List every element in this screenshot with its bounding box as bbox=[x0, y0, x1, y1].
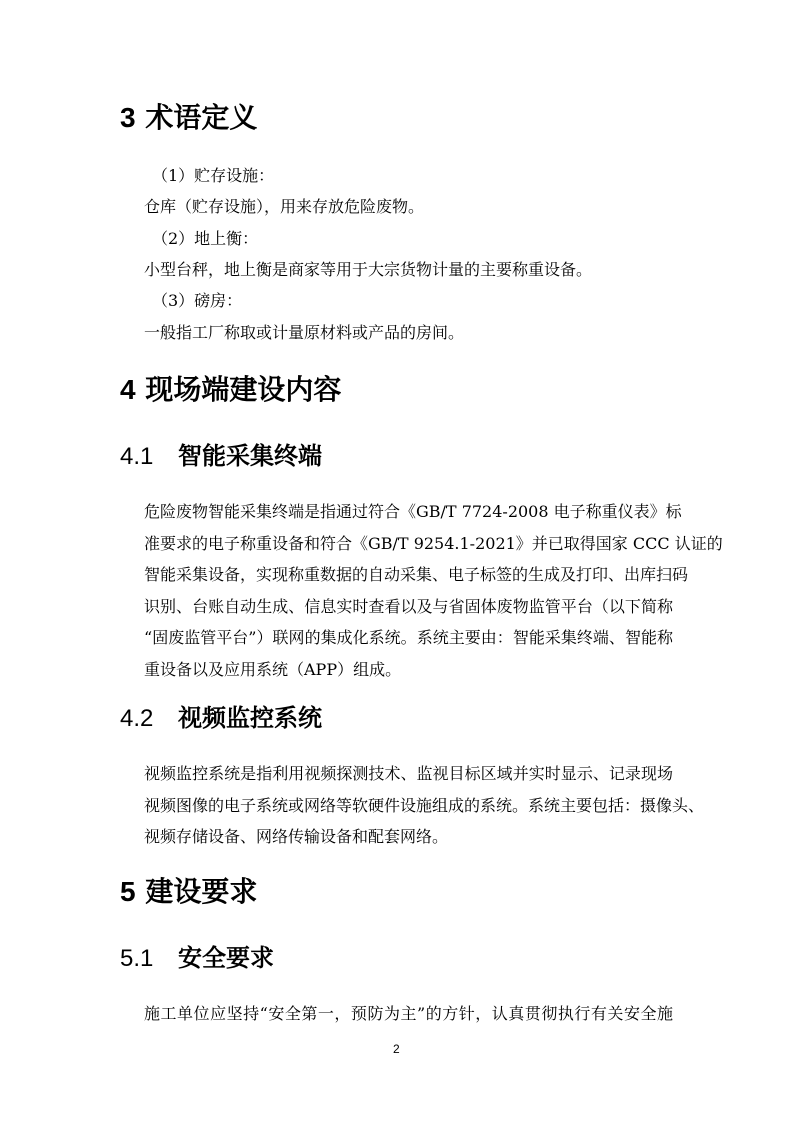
section-heading-4 bbox=[120, 373, 342, 406]
paragraph-line: 施工单位应坚持“安全第一，预防为主”的方针，认真贯彻执行有关安全施 bbox=[144, 1004, 673, 1023]
term-definition-1: 仓库（贮存设施），用来存放危险废物。 bbox=[144, 197, 425, 216]
term-definition-2: 小型台秤，地上衡是商家等用于大宗货物计量的主要称重设备。 bbox=[144, 260, 593, 279]
section-number: 4.1 bbox=[120, 443, 154, 470]
term-definition-3: 一般指工厂称取或计量原材料或产品的房间。 bbox=[144, 323, 465, 342]
page-number: 2 bbox=[393, 1042, 400, 1056]
section-number: 3 bbox=[120, 102, 136, 133]
section-title: 智能采集终端 bbox=[178, 442, 322, 470]
paragraph-line: 识别、台账自动生成、信息实时查看以及与省固体废物监管平台（以下简称 bbox=[144, 596, 673, 616]
paragraph-line: 视频存储设备、网络传输设备和配套网络。 bbox=[144, 827, 449, 846]
section-number: 4.2 bbox=[120, 705, 154, 732]
section-title: 安全要求 bbox=[178, 944, 274, 972]
section-heading-4-1 bbox=[120, 444, 322, 469]
section-heading-4-2 bbox=[120, 706, 322, 731]
paragraph-line: 重设备以及应用系统（APP）组成。 bbox=[144, 659, 402, 679]
section-heading-5 bbox=[120, 875, 258, 908]
section-title: 现场端建设内容 bbox=[145, 373, 342, 406]
section-title: 建设要求 bbox=[145, 875, 258, 908]
paragraph-4-1 bbox=[144, 496, 723, 685]
section-title: 术语定义 bbox=[145, 101, 258, 134]
paragraph-line: 智能采集设备，实现称重数据的自动采集、电子标签的生成及打印、出库扫码 bbox=[144, 565, 689, 584]
section-heading-5-1 bbox=[120, 946, 274, 971]
section-heading-3 bbox=[120, 101, 258, 134]
paragraph-line: 危险废物智能采集终端是指通过符合《GB/T 7724-2008 电子称重仪表》标 bbox=[144, 502, 682, 521]
term-label-2: （2）地上衡： bbox=[152, 229, 259, 248]
section-number: 5.1 bbox=[120, 945, 154, 972]
paragraph-4-2 bbox=[144, 758, 705, 853]
paragraph-5-1 bbox=[144, 998, 673, 1030]
paragraph-line: 视频监控系统是指利用视频探测技术、监视目标区域并实时显示、记录现场 bbox=[144, 764, 673, 783]
paragraph-line: “固废监管平台”）联网的集成化系统。系统主要由：智能采集终端、智能称 bbox=[144, 628, 673, 647]
section-title: 视频监控系统 bbox=[178, 704, 322, 732]
paragraph-line: 准要求的电子称重设备和符合《GB/T 9254.1-2021》并已取得国家 CCC 认证的 bbox=[144, 533, 723, 553]
section-number: 5 bbox=[120, 876, 136, 907]
term-label-3: （3）磅房： bbox=[152, 291, 243, 310]
section-number: 4 bbox=[120, 374, 136, 405]
paragraph-line: 视频图像的电子系统或网络等软硬件设施组成的系统。系统主要包括：摄像头、 bbox=[144, 795, 705, 815]
term-label-1: （1）贮存设施： bbox=[152, 166, 275, 185]
